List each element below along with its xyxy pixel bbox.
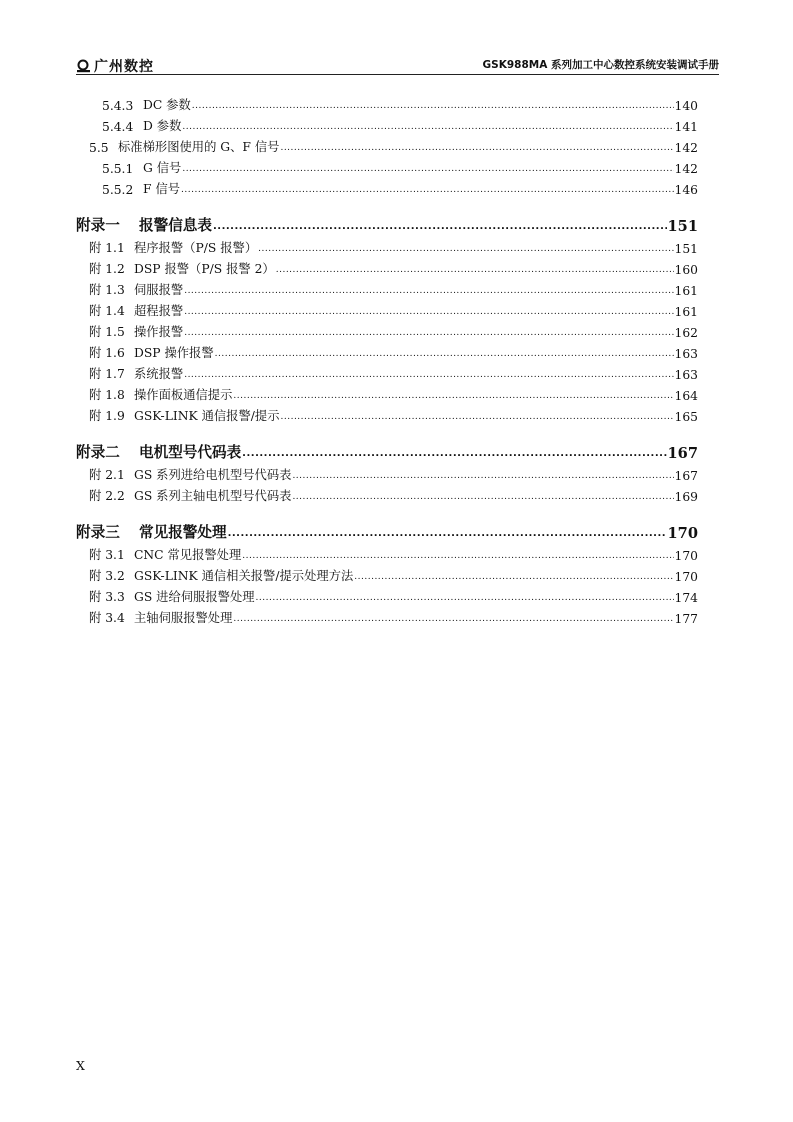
toc-leader-dots — [192, 98, 674, 111]
toc-entry-page: 167 — [674, 469, 698, 483]
toc-entry-title: GS 系列主轴电机型号代码表 — [134, 489, 292, 503]
toc-entry[interactable] — [76, 340, 698, 361]
toc-leader-dots — [292, 489, 673, 502]
toc-entry-page: 174 — [674, 591, 698, 605]
toc-entry-number: 附 1.1 — [89, 241, 125, 255]
toc-entry-number: 附 3.3 — [89, 590, 125, 604]
toc-entry[interactable] — [76, 298, 698, 319]
toc-entry[interactable] — [76, 155, 698, 176]
toc-leader-dots — [181, 182, 673, 195]
toc-entry[interactable] — [76, 92, 698, 113]
page-header — [76, 52, 719, 75]
toc-leader-dots — [184, 325, 673, 338]
toc-entry-title: GSK-LINK 通信报警/提示 — [134, 409, 280, 423]
toc-leader-dots — [184, 283, 673, 296]
toc-entry-title: 操作面板通信提示 — [134, 388, 233, 402]
toc-entry[interactable] — [76, 403, 698, 424]
toc-entry-page: 169 — [674, 490, 698, 504]
toc-leader-dots — [280, 140, 673, 153]
toc-entry-title: F 信号 — [143, 182, 181, 196]
toc-entry-page: 151 — [674, 242, 698, 256]
toc-entry-page: 164 — [674, 389, 698, 403]
toc-entry-title: GS 系列进给电机型号代码表 — [134, 468, 292, 482]
toc-entry-number: 5.5.1 — [102, 162, 134, 176]
toc-leader-dots — [233, 388, 673, 401]
toc-entry-number: 附 1.9 — [89, 409, 125, 423]
toc-entry-title: 电机型号代码表 — [139, 444, 242, 461]
toc-entry[interactable] — [76, 277, 698, 298]
toc-appendix-entry[interactable] — [76, 205, 698, 235]
toc-entry-page: 140 — [674, 99, 698, 113]
toc-entry-number: 5.5 — [89, 141, 109, 155]
toc-leader-dots — [182, 161, 673, 174]
toc-entry-page: 160 — [674, 263, 698, 277]
toc-entry-page: 161 — [674, 305, 698, 319]
toc-entry[interactable] — [76, 319, 698, 340]
toc-entry-page: 142 — [674, 162, 698, 176]
toc-entry-number: 附 1.7 — [89, 367, 125, 381]
brand-name: 广州数控 — [94, 59, 154, 75]
toc-entry[interactable] — [76, 235, 698, 256]
toc-entry-title: 系统报警 — [134, 367, 184, 381]
toc-entry-page: 167 — [667, 445, 698, 462]
toc-leader-dots — [233, 611, 673, 624]
toc-entry-number: 附录二 — [76, 444, 120, 461]
brand — [76, 56, 154, 76]
toc-entry-title: D 参数 — [143, 119, 182, 133]
toc-entry-number: 附 2.2 — [89, 489, 125, 503]
toc-entry-number: 附 3.1 — [89, 548, 125, 562]
toc-leader-dots — [213, 218, 667, 233]
toc-leader-dots — [292, 468, 673, 481]
toc-leader-dots — [215, 346, 674, 359]
toc-entry[interactable] — [76, 382, 698, 403]
toc-entry-title: 主轴伺服报警处理 — [134, 611, 233, 625]
toc-entry-number: 附 1.6 — [89, 346, 125, 360]
toc-entry[interactable] — [76, 361, 698, 382]
toc-entry-title: 操作报警 — [134, 325, 184, 339]
toc-entry-page: 142 — [674, 141, 698, 155]
toc-entry-title: GS 进给伺服报警处理 — [134, 590, 255, 604]
toc-entry[interactable] — [76, 563, 698, 584]
toc-entry-title: CNC 常见报警处理 — [134, 548, 242, 562]
toc-entry-title: 报警信息表 — [139, 217, 212, 234]
toc-leader-dots — [184, 304, 673, 317]
toc-entry-page: 141 — [674, 120, 698, 134]
toc-leader-dots — [184, 367, 673, 380]
toc-leader-dots — [242, 548, 673, 561]
toc-entry-number: 附 1.8 — [89, 388, 125, 402]
toc-entry[interactable] — [76, 113, 698, 134]
toc-entry-number: 5.5.2 — [102, 183, 134, 197]
toc-entry-title: GSK-LINK 通信相关报警/提示处理方法 — [134, 569, 354, 583]
toc-entry-page: 170 — [674, 570, 698, 584]
toc-entry-title: 常见报警处理 — [139, 524, 227, 541]
manual-title: GSK988MA 系列加工中心数控系统安装调试手册 — [482, 59, 719, 71]
toc-entry[interactable] — [76, 176, 698, 197]
toc-appendix-entry[interactable] — [76, 432, 698, 462]
toc-entry-number: 附 3.4 — [89, 611, 125, 625]
toc-entry-number: 附 3.2 — [89, 569, 125, 583]
toc-entry-page: 163 — [674, 347, 698, 361]
toc-entry-number: 附录三 — [76, 524, 120, 541]
toc-entry-page: 146 — [674, 183, 698, 197]
gsk-logo-icon — [76, 59, 92, 73]
toc-entry-title: DSP 操作报警 — [134, 346, 214, 360]
toc-entry-page: 170 — [674, 549, 698, 563]
toc-entry-page: 163 — [674, 368, 698, 382]
toc-entry-number: 附 1.2 — [89, 262, 125, 276]
toc-entry-title: 伺服报警 — [134, 283, 184, 297]
toc-entry[interactable] — [76, 584, 698, 605]
toc-entry-page: 161 — [674, 284, 698, 298]
toc-entry-title: 标准梯形图使用的 G、F 信号 — [118, 140, 280, 154]
page-number: X — [76, 1058, 85, 1073]
toc-entry-number: 附 1.5 — [89, 325, 125, 339]
toc-entry[interactable] — [76, 483, 698, 504]
toc-entry[interactable] — [76, 542, 698, 563]
toc-leader-dots — [258, 241, 673, 254]
toc-leader-dots — [182, 119, 673, 132]
toc-entry-page: 165 — [674, 410, 698, 424]
table-of-contents — [76, 92, 698, 626]
toc-entry-title: 程序报警（P/S 报警） — [134, 241, 258, 255]
toc-leader-dots — [354, 569, 673, 582]
toc-leader-dots — [256, 590, 674, 603]
toc-leader-dots — [242, 445, 666, 460]
toc-entry-number: 附录一 — [76, 217, 120, 234]
toc-appendix-entry[interactable] — [76, 512, 698, 542]
toc-entry-title: 超程报警 — [134, 304, 184, 318]
toc-entry-title: DC 参数 — [143, 98, 191, 112]
toc-entry[interactable] — [76, 462, 698, 483]
toc-leader-dots — [276, 262, 674, 275]
toc-entry-page: 162 — [674, 326, 698, 340]
toc-entry-page: 170 — [667, 525, 698, 542]
toc-entry-number: 附 1.4 — [89, 304, 125, 318]
toc-entry[interactable] — [76, 256, 698, 277]
toc-entry-title: G 信号 — [143, 161, 182, 175]
toc-entry-number: 5.4.3 — [102, 99, 134, 113]
toc-entry-page: 177 — [674, 612, 698, 626]
toc-entry-title: DSP 报警（P/S 报警 2） — [134, 262, 275, 276]
toc-leader-dots — [228, 525, 667, 540]
toc-leader-dots — [281, 409, 674, 422]
toc-entry-number: 5.4.4 — [102, 120, 134, 134]
toc-entry-page: 151 — [667, 218, 698, 235]
toc-entry[interactable] — [76, 605, 698, 626]
toc-entry-number: 附 1.3 — [89, 283, 125, 297]
toc-entry[interactable] — [76, 134, 698, 155]
toc-entry-number: 附 2.1 — [89, 468, 125, 482]
